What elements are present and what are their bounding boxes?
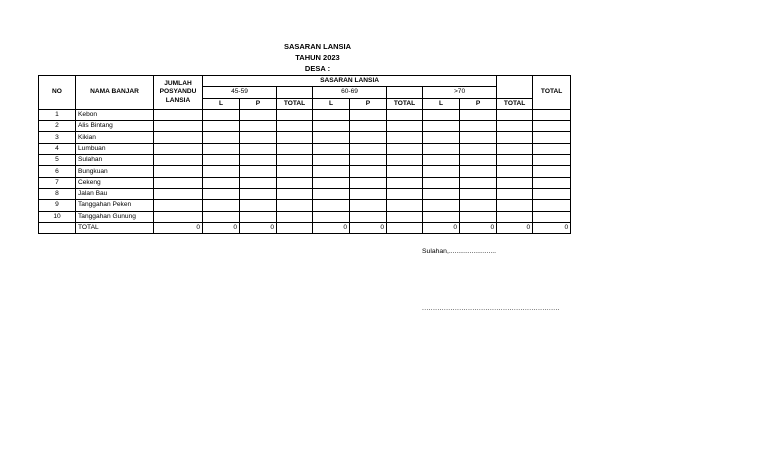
row-value-cell <box>240 188 277 199</box>
row-value-cell <box>277 109 313 120</box>
row-value-cell <box>154 166 203 177</box>
row-value-cell <box>460 121 497 132</box>
row-value-cell <box>154 211 203 222</box>
row-value-cell <box>423 109 460 120</box>
row-value-cell <box>423 132 460 143</box>
row-value-cell <box>387 155 423 166</box>
total-value <box>387 222 423 233</box>
row-value-cell <box>350 177 387 188</box>
row-value-cell <box>497 143 533 154</box>
row-value-cell <box>313 143 350 154</box>
row-value-cell <box>203 188 240 199</box>
row-number: 1 <box>39 109 76 120</box>
row-value-cell <box>154 132 203 143</box>
row-value-cell <box>533 211 571 222</box>
table-row <box>39 188 571 199</box>
row-value-cell <box>387 200 423 211</box>
row-value-cell <box>387 177 423 188</box>
row-value-cell <box>313 121 350 132</box>
row-value-cell <box>497 132 533 143</box>
header-nama-banjar: NAMA BANJAR <box>76 76 154 110</box>
total-value: 0 <box>203 222 240 233</box>
row-value-cell <box>533 143 571 154</box>
row-value-cell <box>203 132 240 143</box>
row-number: 8 <box>39 188 76 199</box>
total-value: 0 <box>533 222 571 233</box>
row-number: 3 <box>39 132 76 143</box>
row-value-cell <box>203 155 240 166</box>
row-value-cell <box>240 155 277 166</box>
row-value-cell <box>277 132 313 143</box>
row-value-cell <box>423 211 460 222</box>
row-value-cell <box>154 143 203 154</box>
header-group-blank <box>387 87 423 98</box>
row-value-cell <box>533 132 571 143</box>
row-value-cell <box>423 121 460 132</box>
total-value: 0 <box>313 222 350 233</box>
table-row <box>39 211 571 222</box>
row-value-cell <box>460 211 497 222</box>
row-value-cell <box>277 155 313 166</box>
row-value-cell <box>387 132 423 143</box>
row-number: 5 <box>39 155 76 166</box>
row-value-cell <box>313 200 350 211</box>
row-value-cell <box>350 143 387 154</box>
total-value: 0 <box>154 222 203 233</box>
row-value-cell <box>203 143 240 154</box>
header-sub-total: TOTAL <box>387 98 423 109</box>
row-value-cell <box>460 166 497 177</box>
row-value-cell <box>240 109 277 120</box>
row-banjar-name: Sulahan <box>76 155 154 166</box>
row-value-cell <box>313 211 350 222</box>
row-value-cell <box>203 166 240 177</box>
row-value-cell <box>497 188 533 199</box>
row-value-cell <box>387 188 423 199</box>
header-sub-l: L <box>423 98 460 109</box>
row-value-cell <box>460 177 497 188</box>
row-value-cell <box>423 166 460 177</box>
row-number: 10 <box>39 211 76 222</box>
row-value-cell <box>497 200 533 211</box>
header-no: NO <box>39 76 76 110</box>
row-value-cell <box>277 177 313 188</box>
row-value-cell <box>423 177 460 188</box>
total-row <box>39 222 571 233</box>
row-value-cell <box>460 200 497 211</box>
row-value-cell <box>533 121 571 132</box>
row-value-cell <box>277 166 313 177</box>
header-sub-total: TOTAL <box>497 98 533 109</box>
header-sub-l: L <box>203 98 240 109</box>
total-row-number <box>39 222 76 233</box>
row-value-cell <box>387 143 423 154</box>
row-value-cell <box>203 121 240 132</box>
total-value: 0 <box>423 222 460 233</box>
row-banjar-name: Tanggahan Peken <box>76 200 154 211</box>
table-row <box>39 121 571 132</box>
total-value <box>277 222 313 233</box>
row-value-cell <box>497 155 533 166</box>
row-value-cell <box>277 121 313 132</box>
row-value-cell <box>497 211 533 222</box>
row-value-cell <box>423 200 460 211</box>
row-value-cell <box>423 155 460 166</box>
row-number: 4 <box>39 143 76 154</box>
total-value: 0 <box>350 222 387 233</box>
row-banjar-name: Cekeng <box>76 177 154 188</box>
row-value-cell <box>533 177 571 188</box>
row-value-cell <box>497 109 533 120</box>
document-title: SASARAN LANSIA <box>283 42 352 51</box>
row-value-cell <box>533 109 571 120</box>
row-value-cell <box>154 121 203 132</box>
row-value-cell <box>533 155 571 166</box>
row-banjar-name: Kebon <box>76 109 154 120</box>
row-value-cell <box>154 177 203 188</box>
signature-line: ............................................................... <box>422 305 560 312</box>
header-sasaran-lansia: SASARAN LANSIA <box>203 76 497 87</box>
row-value-cell <box>240 200 277 211</box>
row-banjar-name: Alis Bintang <box>76 121 154 132</box>
row-value-cell <box>423 143 460 154</box>
row-banjar-name: Kikian <box>76 132 154 143</box>
row-value-cell <box>240 166 277 177</box>
row-value-cell <box>154 200 203 211</box>
row-value-cell <box>277 200 313 211</box>
row-value-cell <box>350 211 387 222</box>
row-value-cell <box>460 143 497 154</box>
row-value-cell <box>240 177 277 188</box>
row-value-cell <box>350 121 387 132</box>
row-value-cell <box>460 155 497 166</box>
row-value-cell <box>460 188 497 199</box>
header-sub-total: TOTAL <box>277 98 313 109</box>
row-value-cell <box>154 109 203 120</box>
header-sub-p: P <box>240 98 277 109</box>
table-row <box>39 132 571 143</box>
row-value-cell <box>277 143 313 154</box>
row-banjar-name: Bungkuan <box>76 166 154 177</box>
total-value: 0 <box>460 222 497 233</box>
row-number: 7 <box>39 177 76 188</box>
row-banjar-name: Tanggahan Gunung <box>76 211 154 222</box>
row-value-cell <box>350 166 387 177</box>
row-value-cell <box>313 166 350 177</box>
row-value-cell <box>313 177 350 188</box>
row-value-cell <box>350 132 387 143</box>
row-value-cell <box>203 177 240 188</box>
row-value-cell <box>497 121 533 132</box>
header-sub-p: P <box>460 98 497 109</box>
row-value-cell <box>533 200 571 211</box>
row-number: 6 <box>39 166 76 177</box>
table-row <box>39 155 571 166</box>
table-row <box>39 166 571 177</box>
table-row <box>39 143 571 154</box>
header-age-group: 45-59 <box>203 87 277 98</box>
total-value: 0 <box>240 222 277 233</box>
row-value-cell <box>154 155 203 166</box>
signature-place-date: Sulahan,......................... <box>422 248 497 255</box>
table-row <box>39 109 571 120</box>
row-value-cell <box>350 109 387 120</box>
header-jumlah-posyandu: JUMLAH POSYANDU LANSIA <box>154 76 203 110</box>
row-value-cell <box>387 166 423 177</box>
row-value-cell <box>313 155 350 166</box>
row-value-cell <box>497 177 533 188</box>
row-value-cell <box>203 200 240 211</box>
row-value-cell <box>460 109 497 120</box>
row-number: 9 <box>39 200 76 211</box>
document-village: DESA : <box>304 64 331 73</box>
row-value-cell <box>240 211 277 222</box>
row-value-cell <box>240 132 277 143</box>
header-blank <box>497 76 533 99</box>
row-value-cell <box>240 143 277 154</box>
row-value-cell <box>313 132 350 143</box>
header-age-group: >70 <box>423 87 497 98</box>
table-row <box>39 200 571 211</box>
row-value-cell <box>203 109 240 120</box>
row-value-cell <box>387 121 423 132</box>
row-value-cell <box>423 188 460 199</box>
total-value: 0 <box>497 222 533 233</box>
total-row-label: TOTAL <box>76 222 154 233</box>
row-value-cell <box>277 211 313 222</box>
row-value-cell <box>350 155 387 166</box>
row-number: 2 <box>39 121 76 132</box>
header-sub-p: P <box>350 98 387 109</box>
header-age-group: 60-69 <box>313 87 387 98</box>
row-value-cell <box>533 166 571 177</box>
row-value-cell <box>350 188 387 199</box>
target-table <box>38 75 571 234</box>
row-value-cell <box>387 109 423 120</box>
document-year: TAHUN 2023 <box>295 53 340 62</box>
header-total: TOTAL <box>533 76 571 110</box>
row-banjar-name: Lumbuan <box>76 143 154 154</box>
row-value-cell <box>497 166 533 177</box>
table-row <box>39 177 571 188</box>
row-value-cell <box>313 109 350 120</box>
row-value-cell <box>387 211 423 222</box>
row-value-cell <box>277 188 313 199</box>
row-banjar-name: Jalan Bau <box>76 188 154 199</box>
row-value-cell <box>350 200 387 211</box>
row-value-cell <box>240 121 277 132</box>
row-value-cell <box>203 211 240 222</box>
row-value-cell <box>313 188 350 199</box>
header-sub-l: L <box>313 98 350 109</box>
row-value-cell <box>533 188 571 199</box>
row-value-cell <box>154 188 203 199</box>
row-value-cell <box>460 132 497 143</box>
header-group-blank <box>277 87 313 98</box>
